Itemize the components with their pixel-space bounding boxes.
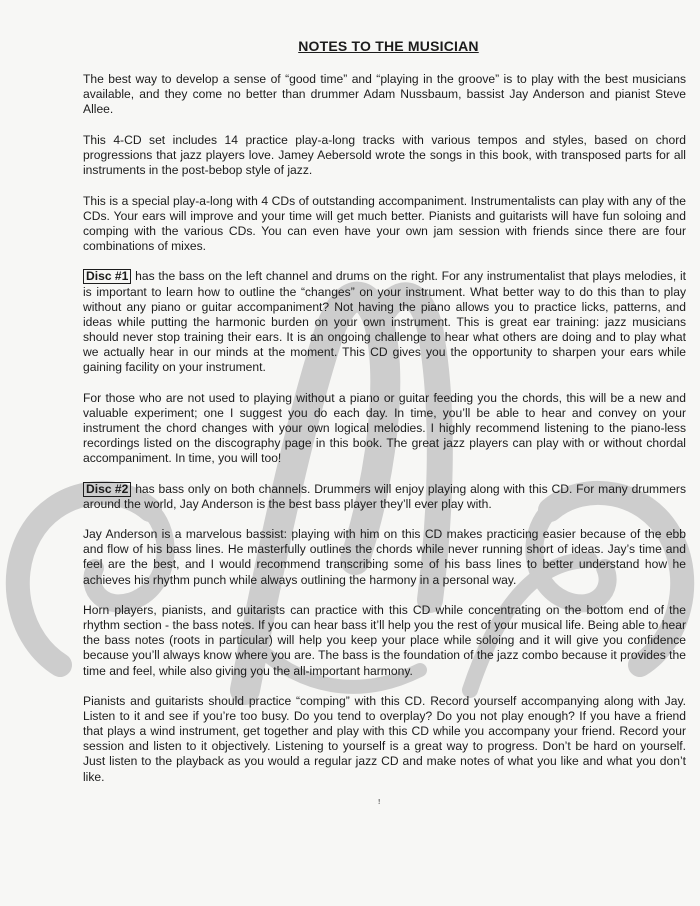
paragraph-jay-anderson: Jay Anderson is a marvelous bassist: playing with him on this CD makes practicing easier because of the ebb and flow of his bass lines. He masterfully outlines the chords while never running short of ideas. Jay’s time and feel are the best, and I would recommend transcribing some of his bass lines to better understand how he achieves his rhythm punch while always outlining the harmony in a personal way. [83, 527, 686, 587]
paragraph-without-piano: For those who are not used to playing without a piano or guitar feeding you the chords, this will be a new and valuable experiment; one I suggest you do each day. In time, you’ll be able to hear and convey on your instrument the chord changes with your own logical melodies. I highly recommend listening to the piano-less recordings listed on the discography page in this book. The great jazz players can play with or without chordal accompaniment. In time, you will too! [83, 390, 686, 465]
disc-1-text: has the bass on the left channel and drums on the right. For any instrumentalist that plays melodies, it is important to learn how to outline the “changes” on your instrument. What better way to do this than to play without any piano or guitar accompaniment? Not having the piano allows you to practice licks, patterns, and ideas while putting the harmonic burden on your own instrument. This is great ear training: jazz musicians should never stop training their ears. It is an ongoing challenge to hear what others are doing and to play what we actually hear in our minds at the moment. This CD gives you the opportunity to sharpen your ears while gaining facility on your instrument. [83, 269, 686, 374]
paragraph-disc-2 [83, 482, 686, 512]
disc-2-text: has bass only on both channels. Drummers will enjoy playing along with this CD. For many drummers around the world, Jay Anderson is the best bass player they’ll ever play with. [83, 481, 686, 511]
disc-1-label: Disc #1 [83, 269, 131, 284]
paragraph-cd-set: This 4-CD set includes 14 practice play-a-long tracks with various tempos and styles, based on chord progressions that jazz players love. Jamey Aebersold wrote the songs in this book, with transposed parts for all instruments in the post-bebop style of jazz. [83, 132, 686, 177]
page-title: NOTES TO THE MUSICIAN [298, 38, 479, 54]
paragraph-horn-players: Horn players, pianists, and guitarists can practice with this CD while concentrating on the bottom end of the rhythm section - the bass notes. If you can hear bass it’ll help you the rest of your musical life. Being able to hear the bass notes (roots in particular) will help you keep your place while soloing and it will give you confidence because you’ll always know where you are. The bass is the foundation of the jazz combo because it provides the time and feel, while also giving you the all-important harmony. [83, 603, 686, 678]
paragraph-special: This is a special play-a-long with 4 CDs of outstanding accompaniment. Instrumentalists can play with any of the CDs. Your ears will improve and your time will get much better. Pianists and guitarists will have fun soloing and comping with the various CDs. You can even have your own jam session with friends since there are four combinations of mixes. [83, 193, 686, 253]
paragraph-comping: Pianists and guitarists should practice “comping” with this CD. Record yourself accompanying along with Jay. Listen to it and see if you’re too busy. Do you tend to overplay? Do you not play enough? If you have a friend that plays a wind instrument, get together and play with this CD while you accompany your friend. Record your session and listen to it objectively. Listening to yourself is a great way to progress. Don’t be hard on yourself. Just listen to the playback as you would a regular jazz CD and make notes of what you like and what you don’t like. [83, 694, 686, 784]
document-page [83, 38, 686, 800]
paragraph-disc-1 [83, 269, 686, 375]
disc-2-label: Disc #2 [83, 482, 131, 497]
paragraph-intro: The best way to develop a sense of “good time” and “playing in the groove” is to play with the best musicians available, and they come no better than drummer Adam Nussbaum, bassist Jay Anderson and pianist Steve Allee. [83, 72, 686, 117]
footer-mark: ꜝ [378, 800, 381, 810]
